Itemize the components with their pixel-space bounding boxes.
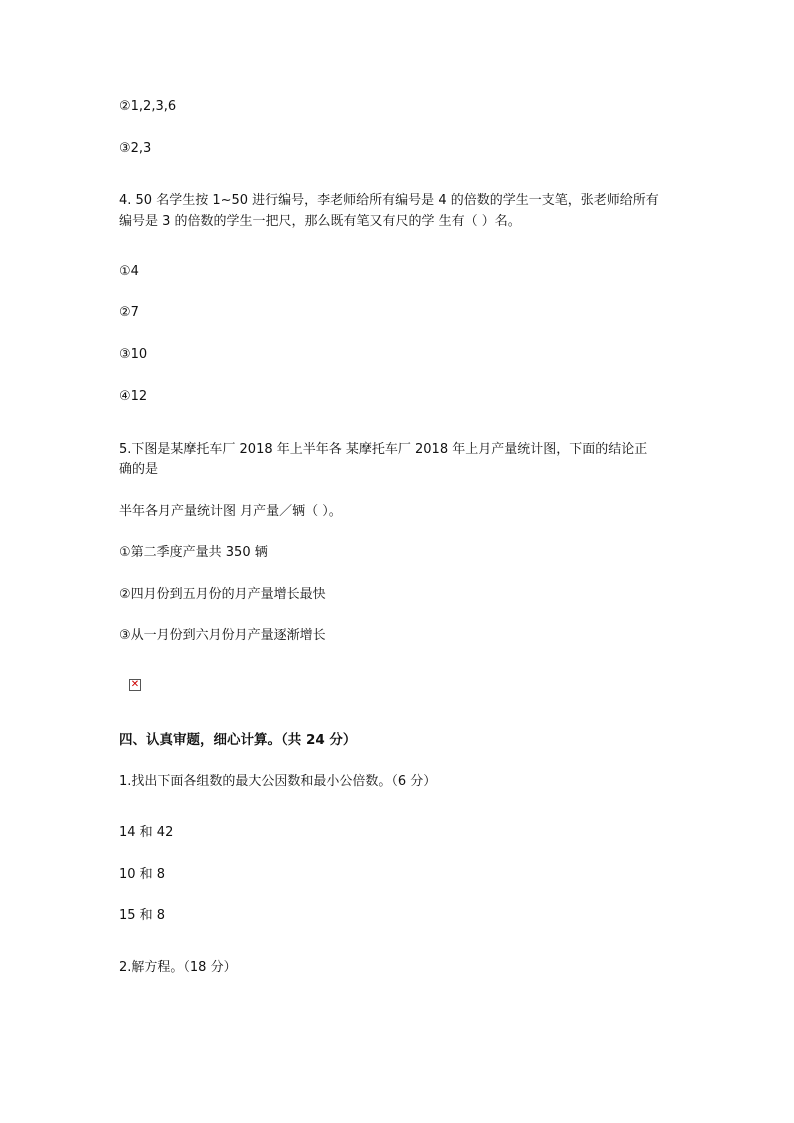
question-5-option-1: ①第二季度产量共 350 辆: [119, 545, 268, 560]
question-4-option-4: ④12: [119, 389, 148, 404]
question-5-text-line-3: 半年各月产量统计图 月产量／辆（ ）。: [119, 504, 342, 519]
section-4-question-1-item-2: 10 和 8: [119, 867, 166, 882]
question-3-option-3: ③2,3: [119, 141, 152, 156]
section-4-question-1-item-3: 15 和 8: [119, 908, 166, 923]
question-3-option-2: ②1,2,3,6: [119, 99, 177, 114]
question-5-option-3: ③从一月份到六月份月产量逐渐增长: [119, 628, 326, 643]
question-5-option-2: ②四月份到五月份的月产量增长最快: [119, 587, 326, 602]
question-5-text-line-2: 确的是: [119, 462, 159, 477]
question-5-text-line-1: 5.下图是某摩托车厂 2018 年上半年各 某摩托车厂 2018 年上月产量统计图，下面的结论正: [119, 442, 648, 457]
section-4-heading: 四、认真审题，细心计算。（共 24 分）: [119, 732, 357, 748]
section-4-question-1-item-1: 14 和 42: [119, 825, 174, 840]
broken-image-icon: ✕: [130, 679, 140, 690]
question-4-text-line-1: 4. 50 名学生按 1~50 进行编号，李老师给所有编号是 4 的倍数的学生一支笔，张老师给所有: [119, 193, 659, 208]
question-4-option-1: ①4: [119, 264, 139, 279]
question-4-option-3: ③10: [119, 347, 148, 362]
section-4-question-1-title: 1.找出下面各组数的最大公因数和最小公倍数。（6 分）: [119, 774, 437, 789]
question-4-option-2: ②7: [119, 305, 139, 320]
section-4-question-2-title: 2.解方程。（18 分）: [119, 960, 237, 975]
question-4-text-line-2: 编号是 3 的倍数的学生一把尺，那么既有笔又有尺的学 生有（ ）名。: [119, 214, 521, 229]
